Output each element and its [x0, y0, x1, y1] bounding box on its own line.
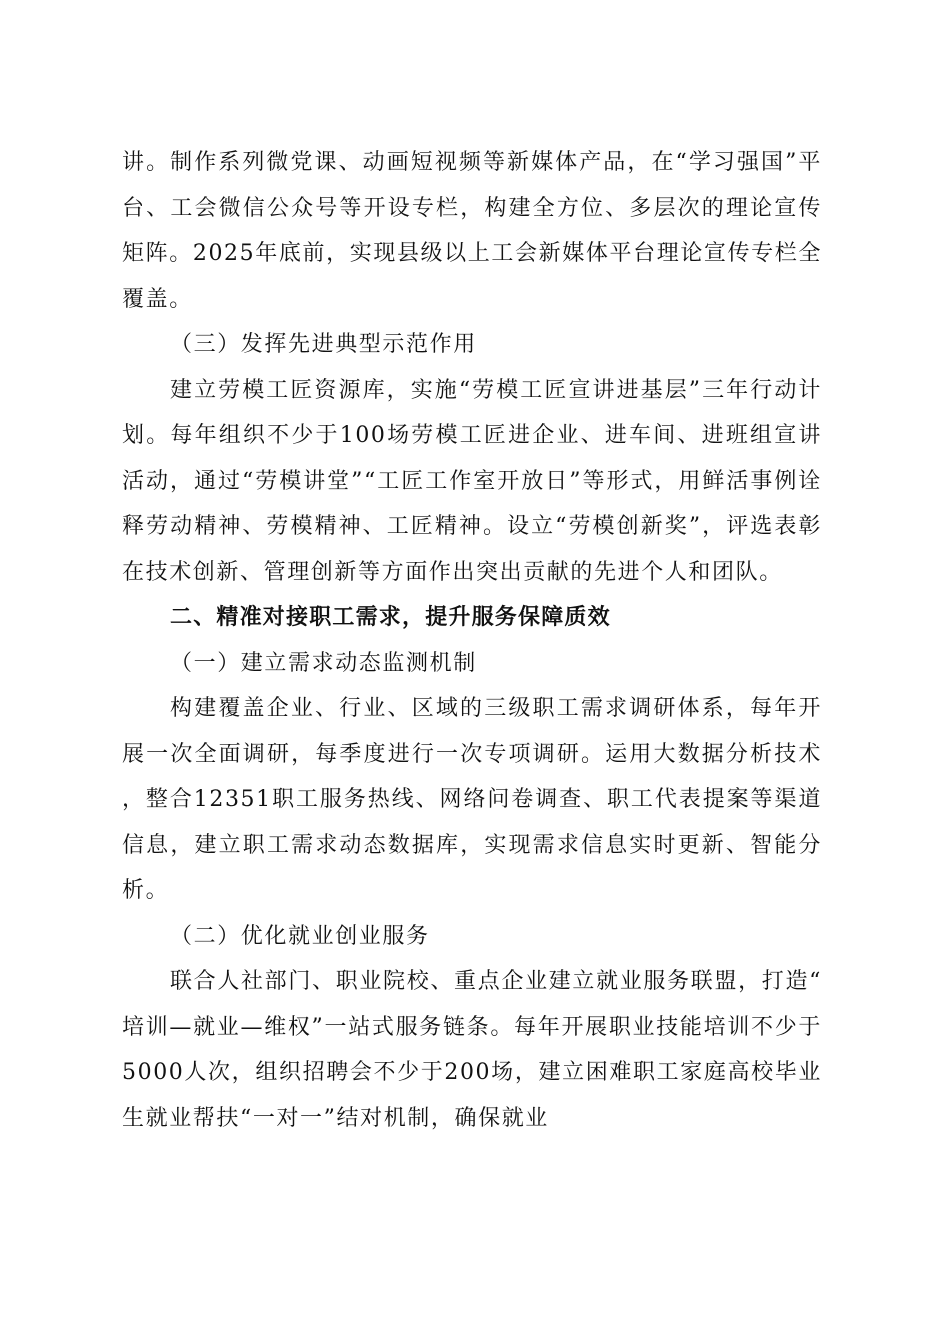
paragraph-employment-alliance: 联合人社部门、职业院校、重点企业建立就业服务联盟，打造“培训—就业—维权”一站式服务链条。每年开展职业技能培训不少于5000人次，组织招聘会不少于200场，建立困难职工家庭高校毕业生就业帮扶“一对一”结对机制，确保就业	[122, 969, 822, 1131]
paragraph-demand-survey: 构建覆盖企业、行业、区域的三级职工需求调研体系，每年开展一次全面调研，每季度进行一次专项调研。运用大数据分析技术，整合12351职工服务热线、网络问卷调查、职工代表提案等渠道信息，建立职工需求动态数据库，实现需求信息实时更新、智能分析。	[122, 696, 822, 903]
subheading-advanced-models: （三）发挥先进典型示范作用	[170, 332, 477, 357]
paragraph-theory-propaganda: 讲。制作系列微党课、动画短视频等新媒体产品，在“学习强国”平台、工会微信公众号等开设专栏，构建全方位、多层次的理论宣传矩阵。2025年底前，实现县级以上工会新媒体平台理论宣传专栏全覆盖。	[122, 150, 822, 312]
document-body	[122, 140, 822, 1141]
paragraph-model-craftsman: 建立劳模工匠资源库，实施“劳模工匠宣讲进基层”三年行动计划。每年组织不少于100场劳模工匠进企业、进车间、进班组宣讲活动，通过“劳模讲堂”“工匠工作室开放日”等形式，用鲜活事例诠释劳动精神、劳模精神、工匠精神。设立“劳模创新奖”，评选表彰在技术创新、管理创新等方面作出突出贡献的先进个人和团队。	[122, 377, 822, 585]
subheading-demand-monitoring: （一）建立需求动态监测机制	[170, 650, 477, 676]
section-heading-worker-needs: 二、精准对接职工需求，提升服务保障质效	[170, 605, 611, 630]
subheading-employment-services: （二）优化就业创业服务	[170, 923, 430, 949]
